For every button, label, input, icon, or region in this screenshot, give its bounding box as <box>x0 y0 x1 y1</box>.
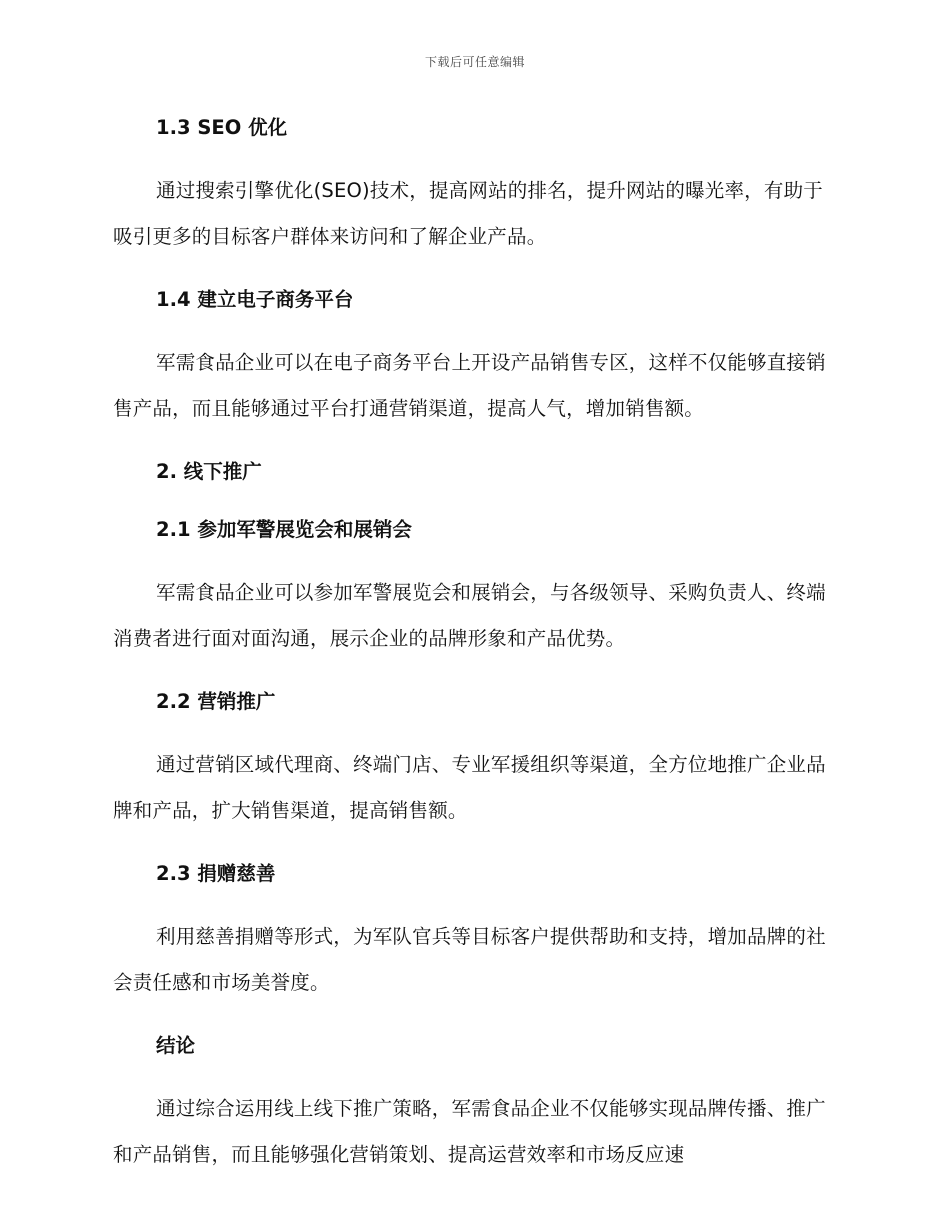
section-paragraph-marketing: 通过营销区域代理商、终端门店、专业军援组织等渠道，全方位地推广企业品牌和产品，扩大销售渠道，提高销售额。 <box>113 753 826 822</box>
section-heading-charity: 2.3 捐赠慈善 <box>156 862 276 885</box>
section-paragraph-ecommerce: 军需食品企业可以在电子商务平台上开设产品销售专区，这样不仅能够直接销售产品，而且能够通过平台打通营销渠道，提高人气，增加销售额。 <box>113 351 826 420</box>
section-heading-exhibition: 2.1 参加军警展览会和展销会 <box>156 518 412 541</box>
page-header: 下载后可任意编辑 <box>424 55 525 69</box>
section-paragraph-seo: 通过搜索引擎优化(SEO)技术，提高网站的排名，提升网站的曝光率，有助于吸引更多的目标客户群体来访问和了解企业产品。 <box>113 179 823 248</box>
section-heading-marketing: 2.2 营销推广 <box>156 690 276 713</box>
section-heading-offline: 2. 线下推广 <box>156 460 262 483</box>
section-heading-seo: 1.3 SEO 优化 <box>156 116 288 139</box>
section-paragraph-conclusion: 通过综合运用线上线下推广策略，军需食品企业不仅能够实现品牌传播、推广和产品销售，而且能够强化营销策划、提高运营效率和市场反应速 <box>113 1097 826 1166</box>
section-heading-ecommerce: 1.4 建立电子商务平台 <box>156 288 354 311</box>
document-body <box>113 112 833 1178</box>
section-heading-conclusion: 结论 <box>156 1034 196 1057</box>
section-paragraph-exhibition: 军需食品企业可以参加军警展览会和展销会，与各级领导、采购负责人、终端消费者进行面对面沟通，展示企业的品牌形象和产品优势。 <box>113 581 826 650</box>
section-paragraph-charity: 利用慈善捐赠等形式，为军队官兵等目标客户提供帮助和支持，增加品牌的社会责任感和市场美誉度。 <box>113 925 826 994</box>
